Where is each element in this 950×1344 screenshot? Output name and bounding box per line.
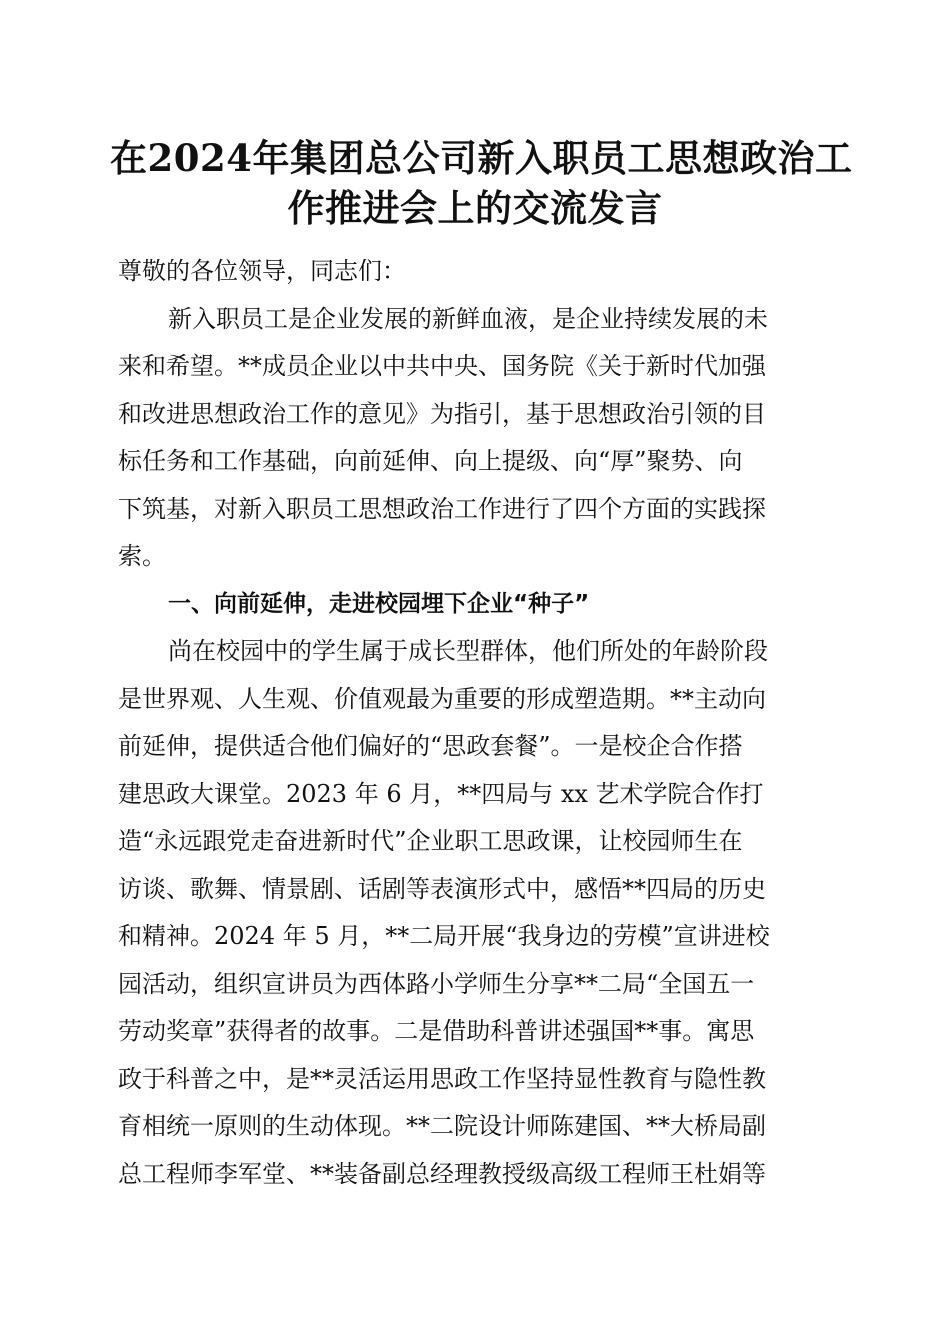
text-line: 标任务和工作基础，向前延伸、向上提级、向“厚”聚势、向 — [118, 447, 743, 475]
text-line: 是世界观、人生观、价值观最为重要的形成塑造期。**主动向 — [118, 684, 766, 713]
text-line: 索。 — [118, 542, 166, 570]
text-line: 总工程师李军堂、**装备副总经理教授级高级工程师王杜娟等 — [118, 1159, 766, 1188]
intro-paragraph — [118, 296, 824, 581]
text-line: 劳动奖章”获得者的故事。二是借助科普讲述强国**事。寓思 — [118, 1017, 755, 1045]
text-line: 访谈、歌舞、情景剧、话剧等表演形式中，感悟**四局的历史 — [118, 874, 766, 903]
text-line: 尚在校园中的学生属于成长型群体，他们所处的年龄阶段 — [168, 637, 768, 665]
text-line: 造“永远跟党走奋进新时代”企业职工思政课，让校园师生在 — [118, 827, 743, 855]
text-line: 建思政大课堂。2023 年 6 月，**四局与 xx 艺术学院合作打 — [118, 779, 764, 808]
title-line-1: 在2024年集团总公司新入职员工思想政治工 — [110, 136, 853, 180]
text-line: 来和希望。**成员企业以中共中央、国务院《关于新时代加强 — [118, 352, 766, 380]
text-line: 新入职员工是企业发展的新鲜血液，是企业持续发展的未 — [168, 304, 768, 333]
text-line: 下筑基，对新入职员工思想政治工作进行了四个方面的实践探 — [118, 494, 766, 523]
text-line: 政于科普之中，是**灵活运用思政工作坚持显性教育与隐性教 — [118, 1064, 766, 1093]
text-line: 前延伸，提供适合他们偏好的“思政套餐”。一是校企合作搭 — [118, 732, 743, 760]
document-body — [118, 248, 824, 1198]
salutation: 尊敬的各位领导，同志们： — [118, 257, 406, 285]
text-line: 和精神。2024 年 5 月，**二局开展“我身边的劳模”宣讲进校 — [118, 922, 770, 950]
title-line-2: 作推进会上的交流发言 — [287, 186, 663, 230]
text-line: 园活动，组织宣讲员为西体路小学师生分享**二局“全国五一 — [118, 969, 755, 998]
text-line: 育相统一原则的生动体现。**二院设计师陈建国、**大桥局副 — [118, 1112, 766, 1140]
section-heading: 一、向前延伸，走进校园埋下企业“种子” — [168, 590, 590, 617]
text-line: 和改进思想政治工作的意见》为指引，基于思想政治引领的目 — [118, 399, 766, 428]
document-title — [110, 133, 853, 233]
section-paragraph — [118, 628, 824, 1198]
